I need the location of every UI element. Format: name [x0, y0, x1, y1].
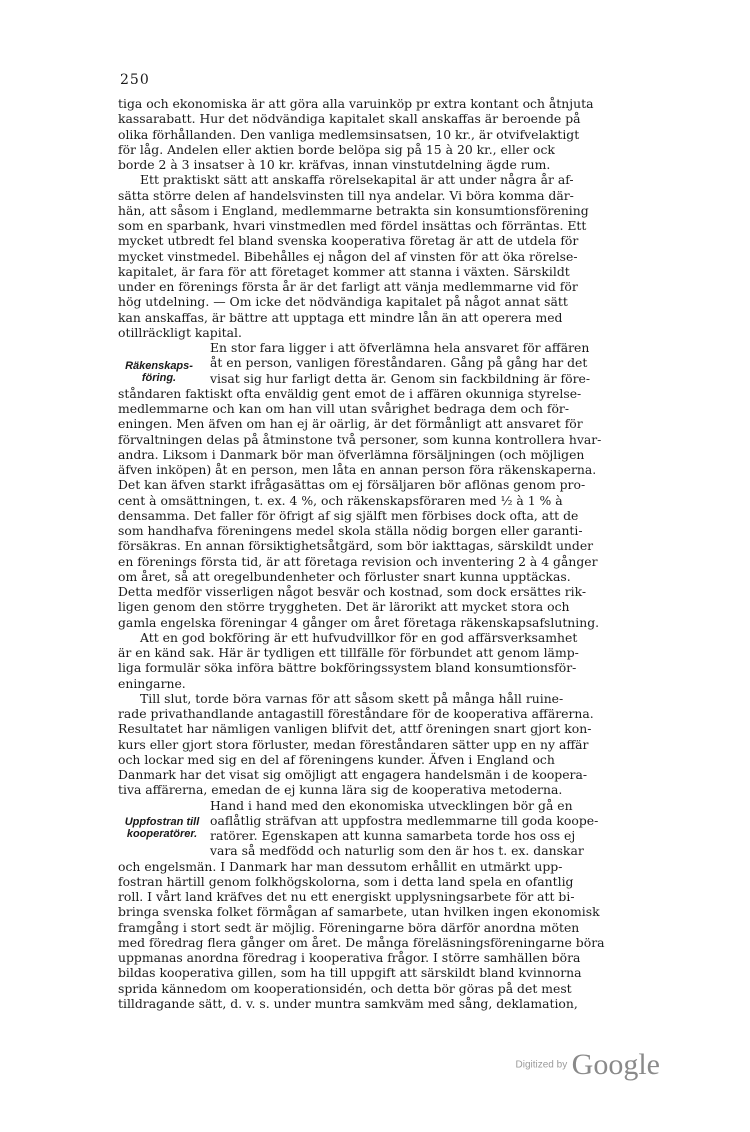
text-line: ligen genom den större tryggheten. Det är lärorikt att mycket stora och: [118, 599, 570, 615]
text-line: otillräckligt kapital.: [118, 324, 242, 340]
text-line: och engelsmän. I Danmark har man dessutom erhållit en utmärkt upp-: [118, 858, 563, 874]
text-line: mycket vinstmedel. Bibehålles ej någon del af vinsten för att öka rörelse-: [118, 248, 578, 264]
text-line: roll. I vårt land kräfves det nu ett energiskt upplysningsarbete för att bi-: [118, 889, 575, 904]
text-line: äfven inköpen) åt en person, men låta en annan person föra räkenskaperna.: [118, 462, 597, 477]
text-line: vara så medfödd och naturlig som den är hos t. ex. danskar: [210, 843, 584, 859]
text-line: kassarabatt. Hur det nödvändiga kapitalet skall anskaffas är beroende på: [118, 111, 581, 127]
digitized-by-label: Digitized by: [515, 1059, 568, 1071]
text-line: Ett praktiskt sätt att anskaffa rörelsekapital är att under några år af-: [140, 172, 574, 188]
body-text: [118, 96, 668, 1011]
text-line: tiva affärerna, emedan de ej kunna lära sig de kooperativa metoderna.: [118, 782, 563, 798]
text-line: uppmanas anordna föredrag i kooperativa frågor. I större samhällen böra: [118, 950, 581, 965]
text-line: kapitalet, är fara för att företaget kommer att stanna i växten. Särskildt: [118, 263, 570, 279]
text-line: En stor fara ligger i att öfverlämna hela ansvaret för affären: [210, 340, 590, 355]
text-line: försäkras. En annan försiktighetsåtgärd, som bör iakttagas, särskildt under: [118, 538, 594, 554]
page-number: 250: [120, 72, 150, 88]
text-line: bringa svenska folket förmågan af samarbete, utan hvilken ingen ekonomisk: [118, 904, 600, 920]
text-line: är en känd sak. Här är tydligen ett tillfälle för förbundet att genom lämp-: [118, 645, 579, 660]
text-line: som handhafva föreningens medel skola ställa nödig borgen eller garanti-: [118, 523, 583, 538]
text-line: tilldragande sätt, d. v. s. under muntra samkväm med sång, deklamation,: [118, 995, 578, 1011]
digitized-by-google-watermark: [516, 1048, 660, 1082]
text-line: sprida kännedom om kooperationsidén, och detta bör göras på det mest: [118, 980, 572, 996]
text-line: förvaltningen delas på åtminstone två personer, som kunna kontrollera hvar-: [118, 431, 602, 447]
text-line: ratörer. Egenskapen att kunna samarbeta torde hos oss ej: [210, 828, 576, 843]
text-line: densamma. Det faller för öfrigt af sig själft men förbises dock ofta, att de: [118, 507, 579, 523]
text-line: kurs eller gjort stora förluster, medan föreståndaren sätter upp en ny affär: [118, 736, 589, 752]
text-line: cent à omsättningen, t. ex. 4 %, och räkenskapsföraren med ½ à 1 % à: [118, 492, 563, 508]
text-line: med föredrag flera gånger om året. De många föreläsningsföreningarne böra: [118, 934, 605, 950]
text-line: olika förhållanden. Den vanliga medlemsinsatsen, 10 kr., är otvifvelaktigt: [118, 126, 580, 142]
text-line: gamla engelska föreningar 4 gånger om året företaga räkenskapsafslutning.: [118, 614, 600, 630]
text-line: och lockar med sig en del af föreningens kunder. Äfven i England och: [118, 751, 555, 767]
text-line: Detta medför visserligen något besvär och kostnad, som dock ersättes rik-: [118, 584, 587, 599]
text-line: en förenings första tid, är att företaga revision och inventering 2 à 4 gånger: [118, 553, 598, 569]
text-line: Till slut, torde böra varnas för att såsom skett på många håll ruine-: [140, 690, 564, 706]
text-line: som en sparbank, hvari vinstmedlen med fördel insättas och förräntas. Ett: [118, 218, 587, 233]
text-line: åt en person, vanligen föreståndaren. Gång på gång har det: [210, 355, 588, 371]
text-line: om året, så att oregelbundenheter och förluster snart kunna upptäckas.: [118, 568, 571, 584]
text-line: bildas kooperativa gillen, som ha till uppgift att särskildt bland kvinnorna: [118, 965, 582, 981]
text-line: fostran härtill genom folkhögskolorna, som i detta land spela en ofantlig: [118, 873, 574, 889]
text-line: för låg. Andelen eller aktien borde belöpa sig på 15 à 20 kr., eller ock: [118, 141, 555, 157]
text-line: rade privathandlande antagastill föreståndare för de kooperativa affärerna.: [118, 706, 594, 721]
text-line: liga formulär söka införa bättre bokföringssystem bland konsumtionsför-: [118, 660, 577, 676]
text-line: under en förenings första år är det farligt att vänja medlemmarne vid för: [118, 279, 578, 294]
text-line: borde 2 à 3 insatser à 10 kr. kräfvas, innan vinstutdelning ägde rum.: [118, 157, 551, 172]
text-line: framgång i stort sedt är möjlig. Föreningarne böra därför anordna möten: [118, 919, 580, 935]
google-logo: Google: [571, 1048, 660, 1081]
text-line: Att en god bokföring är ett hufvudvillkor för en god affärsverksamhet: [140, 629, 578, 645]
text-line: visat sig hur farligt detta är. Genom sin fackbildning är före-: [210, 370, 591, 386]
text-line: mycket utbredt fel bland svenska kooperativa företag är att de utdela för: [118, 233, 579, 249]
text-line: Resultatet har nämligen vanligen blifvit det, attf öreningen snart gjort kon-: [118, 721, 592, 737]
text-line: Det kan äfven starkt ifrågasättas om ej försäljaren bör aflönas genom pro-: [118, 477, 586, 493]
text-line: Danmark har det visat sig omöjligt att engagera handelsmän i de koopera-: [118, 767, 588, 782]
text-line: hög utdelning. — Om icke det nödvändiga kapitalet på något annat sätt: [118, 294, 568, 310]
text-line: hän, att såsom i England, medlemmarne betrakta sin konsumtionsförening: [118, 202, 589, 218]
text-line: Hand i hand med den ekonomiska utvecklingen bör gå en: [210, 797, 573, 813]
text-line: sätta större delen af handelsvinsten till nya andelar. Vi böra komma där-: [118, 187, 574, 203]
text-line: tiga och ekonomiska är att göra alla varuinköp pr extra kontant och åtnjuta: [118, 96, 594, 111]
text-line: medlemmarne och kan om han vill utan svårighet bedraga dem och för-: [118, 401, 570, 416]
text-line: ståndaren faktiskt ofta enväldig gent emot de i affären okunniga styrelse-: [118, 385, 582, 401]
text-line: oaflåtlig sträfvan att uppfostra medlemmarne till goda koope-: [210, 812, 599, 828]
margin-note-uppfostran: Uppfostran till kooperatörer.: [124, 816, 200, 840]
text-line: eningarne.: [118, 675, 186, 691]
text-line: andra. Liksom i Danmark bör man öfverlämna försäljningen (och möjligen: [118, 446, 585, 462]
text-line: eningen. Men äfven om han ej är oärlig, är det förmånligt att ansvaret för: [118, 416, 583, 432]
margin-note-rakenskapsforing: Räkenskaps-föring.: [125, 360, 193, 384]
text-line: kan anskaffas, är bättre att upptaga ett mindre lån än att operera med: [118, 309, 563, 325]
